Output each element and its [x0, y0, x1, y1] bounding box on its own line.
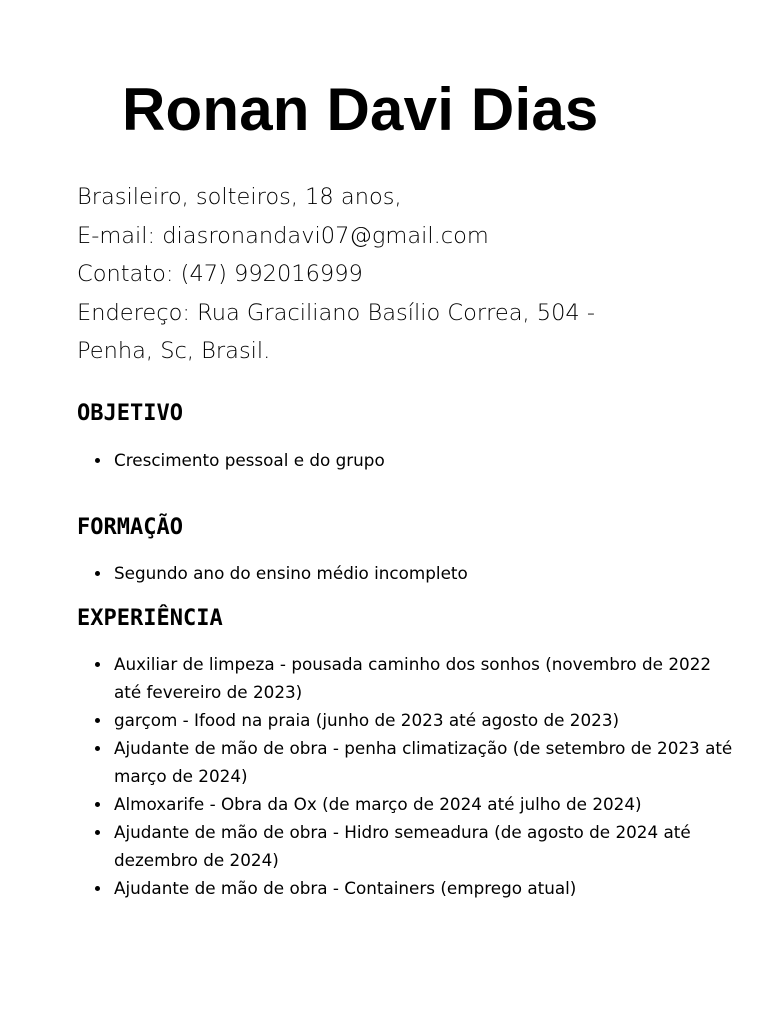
list-item [78, 874, 743, 902]
info-nationality-status-age: Brasileiro, solteiros, 18 anos, [77, 184, 402, 210]
list-item [78, 446, 743, 474]
list-item-text: Auxiliar de limpeza - pousada caminho dos sonhos (novembro de 2022 até fevereiro de 2023) [114, 654, 712, 702]
info-address-line1: Endereço: Rua Graciliano Basílio Correa, 504 - [77, 299, 596, 326]
list-item-text: garçom - Ifood na praia (junho de 2023 até agosto de 2023) [114, 710, 620, 730]
bullet-icon [95, 662, 100, 667]
list-item-text: Almoxarife - Obra da Ox (de março de 2024 até julho de 2024) [114, 794, 642, 814]
section-title-experiencia: EXPERIÊNCIA [77, 606, 223, 631]
list-item [78, 818, 743, 874]
bullet-icon [95, 886, 100, 891]
resume-name: Ronan Davi Dias [122, 76, 599, 143]
experiencia-list [78, 650, 743, 902]
list-item-text: Ajudante de mão de obra - Containers (emprego atual) [114, 878, 577, 898]
info-address-line2: Penha, Sc, Brasil. [77, 338, 271, 364]
list-item [78, 706, 743, 734]
bullet-icon [95, 830, 100, 835]
bullet-icon [95, 746, 100, 751]
section-title-formacao: FORMAÇÃO [77, 515, 183, 540]
bullet-icon [95, 802, 100, 807]
bullet-icon [95, 718, 100, 723]
list-item [78, 790, 743, 818]
bullet-icon [95, 571, 100, 576]
bullet-icon [95, 458, 100, 463]
objetivo-list [78, 446, 743, 474]
formacao-list [78, 559, 743, 587]
list-item-text: Crescimento pessoal e do grupo [114, 450, 385, 470]
list-item [78, 650, 743, 706]
personal-info [77, 178, 737, 371]
list-item [78, 559, 743, 587]
info-email: E-mail: diasronandavi07@gmail.com [77, 222, 489, 249]
list-item-text: Segundo ano do ensino médio incompleto [114, 563, 468, 583]
list-item-text: Ajudante de mão de obra - penha climatização (de setembro de 2023 até março de 2024) [114, 738, 733, 786]
list-item-text: Ajudante de mão de obra - Hidro semeadura (de agosto de 2024 até dezembro de 2024) [114, 822, 691, 870]
section-title-objetivo: OBJETIVO [77, 401, 183, 426]
info-phone: Contato: (47) 992016999 [77, 261, 363, 287]
list-item [78, 734, 743, 790]
